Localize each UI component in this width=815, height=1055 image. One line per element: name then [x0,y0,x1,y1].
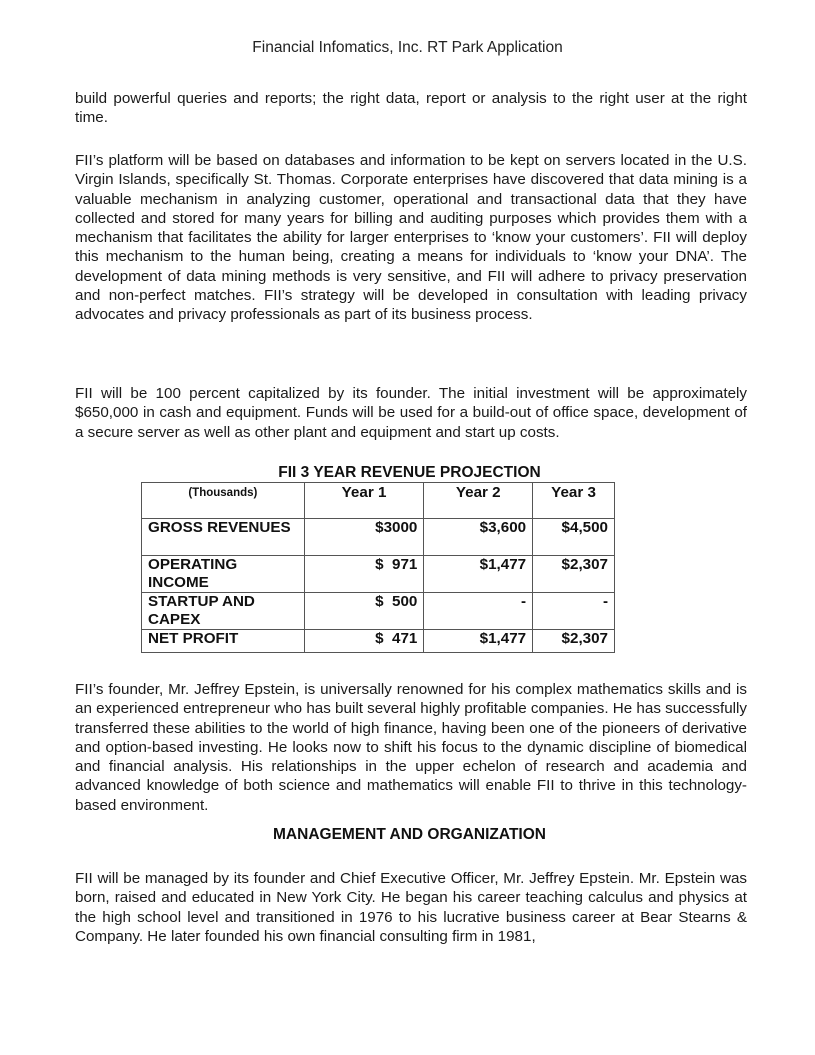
cell-value: $1,477 [424,556,533,593]
table-header-row [142,483,615,519]
cell-value: $2,307 [533,630,615,653]
column-header-year-2: Year 2 [424,483,533,519]
column-header-year-3: Year 3 [533,483,615,519]
cell-value: $ 500 [304,593,424,630]
cell-value: - [424,593,533,630]
row-label-startup-capex: STARTUP AND CAPEX [142,593,305,630]
row-label-gross-revenues: GROSS REVENUES [142,519,305,556]
table-title: FII 3 YEAR REVENUE PROJECTION [278,464,541,481]
paragraph-capitalization: FII will be 100 percent capitalized by its founder. The initial investment will be approximately $650,000 in cash and equipment. Funds will be used for a build-out of office space, development of a secure server as well as other plant and equipment and start up costs. [75,385,747,441]
table-row [142,630,615,653]
cell-value: $1,477 [424,630,533,653]
revenue-projection-table [141,482,615,653]
paragraph-platform: FII’s platform will be based on databases and information to be kept on servers located in the U.S. Virgin Islands, specifically St. Thomas. Corporate enterprises have discovered that data mining is a valuable mechanism in analyzing customer, operational and transactional data that they have collected and stored for many years for billing and auditing purposes which provides them with a mechanism that facilitates the ability for larger enterprises to ‘know your customers’. FII will deploy this mechanism to the human being, creating a means for individuals to ‘know your DNA’. The development of data mining methods is very sensitive, and FII will adhere to privacy preservation and non-perfect matches. FII’s strategy will be developed in consultation with leading privacy advocates and privacy professionals as part of its business process. [75,152,747,324]
row-label-operating-income: OPERATING INCOME [142,556,305,593]
paragraph-management: FII will be managed by its founder and Chief Executive Officer, Mr. Jeffrey Epstein. Mr. Epstein was born, raised and educated in New York City. He began his career teaching calculus and physics at the high school level and transitioned in 1976 to his lucrative business career at Bear Stearns & Company. He later founded his own financial consulting firm in 1981, [75,870,747,945]
cell-value: $3,600 [424,519,533,556]
cell-value: $ 971 [304,556,424,593]
table-row [142,519,615,556]
paragraph-queries: build powerful queries and reports; the right data, report or analysis to the right user at the right time. [75,90,747,127]
units-header: (Thousands) [142,483,305,519]
cell-value: $2,307 [533,556,615,593]
column-header-year-1: Year 1 [304,483,424,519]
cell-value: $3000 [304,519,424,556]
cell-value: $4,500 [533,519,615,556]
page-header-title: Financial Infomatics, Inc. RT Park Application [252,39,563,56]
table-row [142,556,615,593]
row-label-net-profit: NET PROFIT [142,630,305,653]
cell-value: $ 471 [304,630,424,653]
cell-value: - [533,593,615,630]
paragraph-founder: FII’s founder, Mr. Jeffrey Epstein, is universally renowned for his complex mathematics skills and is an experienced entrepreneur who has built several highly profitable companies. He has successfully transferred these abilities to the world of high finance, having been one of the pioneers of derivative and option-based investing. He looks now to shift his focus to the dynamic discipline of biomedical and financial analysis. His relationships in the upper echelon of research and academia and advanced knowledge of both science and mathematics will enable FII to thrive in this technology-based environment. [75,681,748,814]
table-row [142,593,615,630]
section-heading-management: MANAGEMENT AND ORGANIZATION [273,826,546,843]
